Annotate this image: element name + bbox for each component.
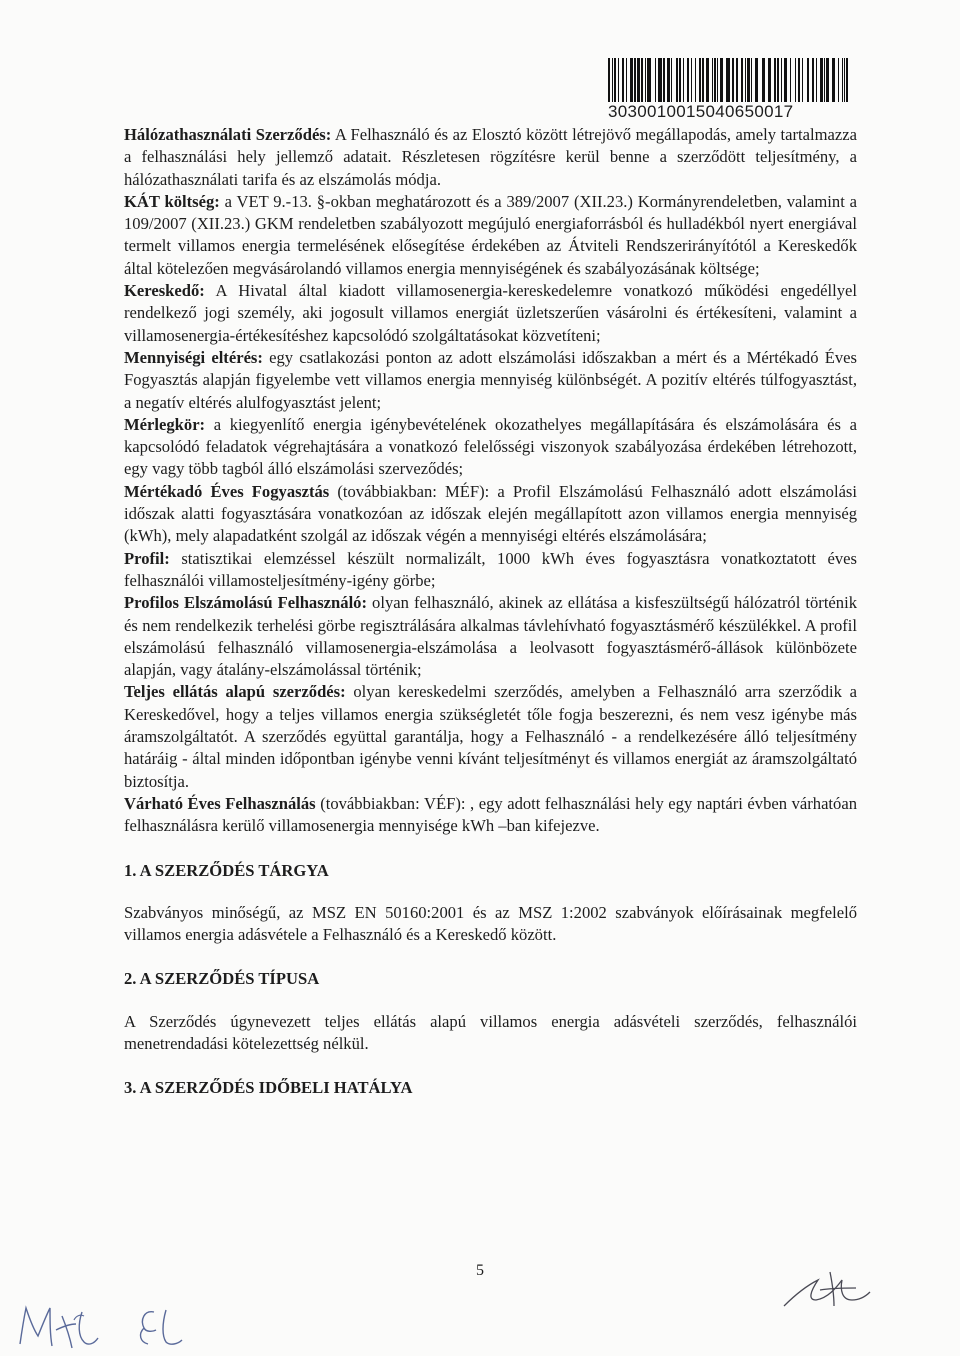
section-body-1: Szabványos minőségű, az MSZ EN 50160:2001 és az MSZ 1:2002 szabványok előírásainak megfelelő villamos energia adásvétele a Felhasználó és a Kereskedő között. — [124, 902, 857, 945]
barcode-bar — [745, 58, 746, 102]
definition-profil — [124, 548, 857, 593]
definition-term: Mennyiségi eltérés: — [124, 347, 263, 367]
barcode-bar — [774, 58, 776, 102]
definition-mef — [124, 481, 857, 548]
barcode-bar — [795, 58, 796, 102]
barcode-bar — [712, 58, 713, 102]
spacer — [124, 882, 857, 902]
barcode-bar — [683, 58, 684, 102]
barcode-bar — [634, 58, 636, 102]
definition-term: Mértékadó Éves Fogyasztás — [124, 481, 330, 501]
definition-text: olyan kereskedelmi szerződés, amelyben a Felhasználó arra szerződik a Kereskedővel, hogy a teljes villamos energia szükségletét tőle fogja beszerezni, és nem vesz igénybe más áramszolgáltatót. A szerződés együttal garantálja, hogy a Felhasználó - a rendelkezésére álló teljesítmény határáig - által minden időpontban igénybe venni kívánt teljesítményt és villamos energiát az áramszolgáltató biztosítja. — [124, 682, 857, 791]
barcode-bar — [641, 58, 643, 102]
definition-halozathasznalati — [124, 124, 857, 191]
spacer — [124, 946, 857, 968]
handwritten-initials-left — [16, 1300, 126, 1352]
page-number: 5 — [476, 1262, 484, 1279]
definition-text: A Hivatal által kiadott villamosenergia-kereskedelemre vonatkozó működési engedéllyel rendelkező jogi személy, aki jogosult villamos energiát üzletszerűen vásárolni és értékesíteni, valamint a villamosenergia-értékesítéshez kapcsolódó szolgáltatásokat közvetíteni; — [124, 281, 857, 345]
barcode-bar — [622, 58, 624, 102]
barcode-bar — [614, 58, 616, 102]
barcode-bar — [736, 58, 738, 102]
definition-merlegkor — [124, 414, 857, 481]
barcode-bar — [691, 58, 692, 102]
barcode-bar — [824, 58, 825, 102]
barcode-bar — [726, 58, 730, 102]
definition-kat-koltseg — [124, 191, 857, 280]
barcode-bar — [802, 58, 803, 102]
barcode-bar — [671, 58, 672, 102]
definition-text: A Felhasználó és az Elosztó között létrejövő megállapodás, amely tartalmazza a felhasználási hely jellemző adatait. Részletesen rögzítésre kerül benne a szerződött teljesítmény, a hálózathasználati tarifa és az elszámolás módja. — [124, 125, 857, 189]
barcode-bar — [645, 58, 646, 102]
barcode-bar — [732, 58, 734, 102]
section-heading-2: 2. A SZERZŐDÉS TÍPUSA — [124, 969, 320, 989]
barcode-bar — [630, 58, 633, 102]
definition-term: Mérlegkör: — [124, 414, 206, 434]
definition-text: (továbbiakban: VÉF): , egy adott felhasználási hely egy naptári évben várhatóan felhasználásra kerülő villamosenergia mennyisége kWh –ban kifejezve. — [124, 793, 858, 836]
document-body — [124, 124, 857, 1100]
barcode-bar — [838, 58, 839, 102]
barcode-bar — [618, 58, 619, 102]
section-heading-1: 1. A SZERZŐDÉS TÁRGYA — [124, 860, 329, 880]
spacer — [124, 991, 857, 1011]
definition-vef — [124, 793, 857, 838]
definition-term: Hálózathasználati Szerződés: — [124, 125, 332, 144]
spacer — [124, 838, 857, 860]
definition-text: (továbbiakban: MÉF): a Profil Elszámolású Felhasználó adott elszámolási időszak alatti fogyasztására vonatkozóan az időszak elején megállapított azon villamos energia mennyiség (kWh), mely alapadatként szolgál az időszak végén a mennyiségi eltérés elszámolására; — [124, 481, 857, 546]
barcode-bar — [784, 58, 787, 102]
barcode-bar — [720, 58, 723, 102]
barcode-bar — [762, 58, 765, 102]
barcode-image — [608, 58, 848, 102]
section-heading-3: 3. A SZERZŐDÉS IDŐBELI HATÁLYA — [124, 1078, 413, 1098]
barcode-bar — [655, 58, 656, 102]
barcode-bar — [706, 58, 709, 102]
barcode-bar — [832, 58, 835, 102]
barcode-bar — [781, 58, 782, 102]
barcode-bar — [717, 58, 718, 102]
barcode-bar — [807, 58, 809, 102]
section-body-2: A Szerződés úgynevezett teljes ellátás alapú villamos energia adásvételi szerződés, felhasználói menetrendadási kötelezettség nélkül. — [124, 1011, 857, 1053]
barcode-bar — [768, 58, 771, 102]
barcode-bar — [667, 58, 670, 102]
barcode-bar — [626, 58, 627, 102]
barcode-bar — [816, 58, 817, 102]
definition-term: Kereskedő: — [124, 281, 205, 301]
definition-text: a kiegyenlítő energia igénybevételének okozathelyes megállapítására és elszámolására és a kapcsolódó feladatok végrehajtására a vonatkozó felelősségi viszonyok szabályozása érdekében létrehozott, egy vagy több tagból álló elszámolási szerveződés; — [124, 414, 857, 479]
barcode-bar — [747, 58, 750, 102]
barcode-bar — [842, 58, 843, 102]
barcode-bar — [663, 58, 665, 102]
barcode-bar — [755, 58, 758, 102]
definition-profilos-felhasznalo — [124, 592, 857, 681]
barcode-number: 3030010015040650017 — [608, 102, 794, 121]
barcode-bar — [741, 58, 743, 102]
barcode-bar — [846, 58, 848, 102]
barcode-bar — [820, 58, 823, 102]
definition-term: Teljes ellátás alapú szerződés: — [124, 682, 346, 702]
definition-mennyisegi-elteres — [124, 347, 857, 414]
barcode-bar — [695, 58, 696, 102]
barcode-bar — [637, 58, 640, 102]
barcode-bar — [777, 58, 779, 102]
definition-term: Várható Éves Felhasználás — [124, 793, 316, 813]
definition-text: statisztikai elemzéssel készült normalizált, 1000 kWh éves fogyasztásra vonatkoztatott éves felhasználói villamosteljesítmény-igény görbe; — [124, 548, 857, 590]
barcode-bar — [608, 58, 610, 102]
barcode-bar — [844, 58, 845, 102]
definition-text: egy csatlakozási ponton az adott elszámolási időszakban a mért és a Mértékadó Éves Fogyasztás alapján figyelembe vett villamos energia mennyiség különbségét. A pozitív eltérés túlfogyasztást, a negatív eltérés alulfogyasztást jelent; — [124, 347, 857, 412]
barcode-bar — [612, 58, 613, 102]
barcode-bar — [647, 58, 651, 102]
definition-term: Profilos Elszámolású Felhasználó: — [124, 593, 368, 613]
barcode-bar — [699, 58, 701, 102]
definition-term: Profil: — [124, 548, 170, 568]
barcode-bar — [751, 58, 752, 102]
definition-text: a VET 9.-13. §-okban meghatározott és a 389/2007 (XII.23.) Kormányrendeletben, valamint a 109/2007 (XII.23.) GKM rendeletben szabályozott megújuló energiaforrásból és hulladékból nyert energiával termelt villamos energia termelésének elősegítése érdekében az Átviteli Rendszerirányítótól a Kereskedők által kötelezően megvásárolandó villamos energia mennyiségének és szabályozásának költsége; — [124, 191, 857, 278]
definition-term: KÁT költség: — [124, 191, 220, 211]
definition-kereskedo — [124, 280, 857, 347]
definition-text: olyan felhasználó, akinek az ellátása a kisfeszültségű hálózatról történik és nem rendelkezik terhelési görbe regisztrálására alkalmas távlehívható fogyasztásmérő készülékkel. A profil elszámolású felhasználó villamosenergia-elszámolása a leolvasott fogyasztásmérő-állások különbözete alapján, vagy átalány-elszámolással történik; — [124, 593, 857, 680]
barcode-bar — [798, 58, 800, 102]
barcode-block — [608, 58, 848, 122]
barcode-bar — [812, 58, 814, 102]
handwritten-initials-right — [132, 1300, 192, 1350]
spacer — [124, 1055, 857, 1077]
signature-scribble — [780, 1266, 872, 1314]
barcode-bar — [702, 58, 704, 102]
definition-teljes-ellatas — [124, 681, 857, 792]
barcode-bar — [714, 58, 716, 102]
barcode-bar — [679, 58, 681, 102]
barcode-bar — [826, 58, 829, 102]
barcode-bar — [687, 58, 689, 102]
barcode-bar — [676, 58, 678, 102]
barcode-bar — [658, 58, 662, 102]
barcode-bar — [790, 58, 791, 102]
